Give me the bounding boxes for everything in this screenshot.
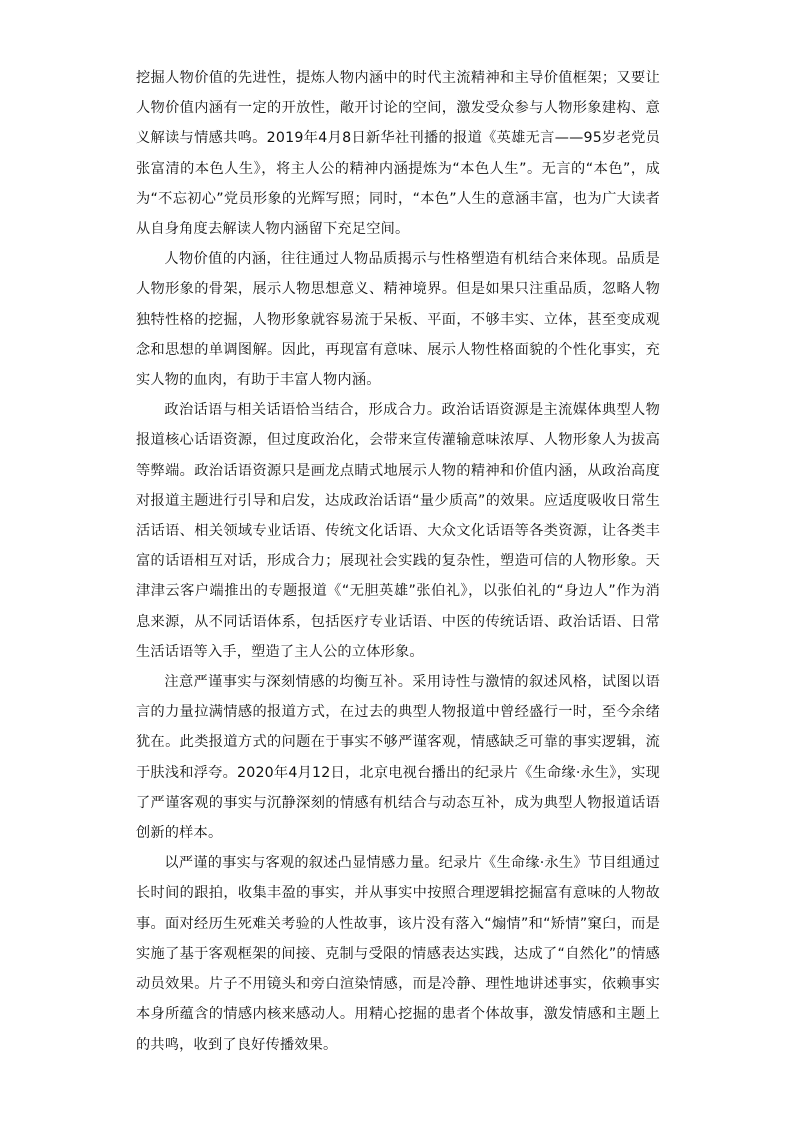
paragraph-4: 注意严谨事实与深刻情感的均衡互补。采用诗性与激情的叙述风格，试图以语言的力量拉满情感的报道方式，在过去的典型人物报道中曾经盛行一时，至今余绪犹在。此类报道方式的问题在于事实不够严谨客观，情感缺乏可靠的事实逻辑，流于肤浅和浮夸。2020年4月12日，北京电视台播出的纪录片《生命缘·永生》，实现了严谨客观的事实与沉静深刻的情感有机结合与动态互补，成为典型人物报道话语创新的样本。 bbox=[136, 674, 660, 842]
paragraph-2: 人物价值的内涵，往往通过人物品质揭示与性格塑造有机结合来体现。品质是人物形象的骨架，展示人物思想意义、精神境界。但是如果只注重品质，忽略人物独特性格的挖掘，人物形象就容易流于呆板、平面，不够丰实、立体，甚至变成观念和思想的单调图解。因此，再现富有意味、展示人物性格面貌的个性化事实，充实人物的血肉，有助于丰富人物内涵。 bbox=[136, 251, 660, 389]
paragraph-1: 挖掘人物价值的先进性，提炼人物内涵中的时代主流精神和主导价值框架；又要让人物价值内涵有一定的开放性，敞开讨论的空间，激发受众参与人物形象建构、意义解读与情感共鸣。2019年4月8日新华社刊播的报道《英雄无言——95岁老党员张富清的本色人生》，将主人公的精神内涵提炼为“本色人生”。无言的“本色”，成为“不忘初心”党员形象的光辉写照；同时，“本色”人生的意涵丰富，也为广大读者从自身角度去解读人物内涵留下充足空间。 bbox=[136, 70, 660, 238]
document-body bbox=[136, 63, 660, 1060]
paragraph-3: 政治话语与相关话语恰当结合，形成合力。政治话语资源是主流媒体典型人物报道核心话语资源，但过度政治化，会带来宣传灌输意味浓厚、人物形象人为拔高等弊端。政治话语资源只是画龙点睛式地展示人物的精神和价值内涵，从政治高度对报道主题进行引导和启发，达成政治话语“量少质高”的效果。应适度吸收日常生活话语、相关领域专业话语、传统文化话语、大众文化话语等各类资源，让各类丰富的话语相互对话，形成合力；展现社会实践的复杂性，塑造可信的人物形象。天津津云客户端推出的专题报道《“无胆英雄”张伯礼》，以张伯礼的“身边人”作为消息来源，从不同话语体系，包括医疗专业话语、中医的传统话语、政治话语、日常生活话语等入手，塑造了主人公的立体形象。 bbox=[136, 402, 660, 660]
paragraph-5: 以严谨的事实与客观的叙述凸显情感力量。纪录片《生命缘·永生》节目组通过长时间的跟拍，收集丰盈的事实，并从事实中按照合理逻辑挖掘富有意味的人物故事。面对经历生死难关考验的人性故事，该片没有落入“煽情”和“矫情”窠臼，而是实施了基于客观框架的间接、克制与受限的情感表达实践，达成了“自然化”的情感动员效果。片子不用镜头和旁白渲染情感，而是冷静、理性地讲述事实，依赖事实本身所蕴含的情感内核来感动人。用精心挖掘的患者个体故事，激发情感和主题上的共鸣，收到了良好传播效果。 bbox=[136, 855, 660, 1053]
